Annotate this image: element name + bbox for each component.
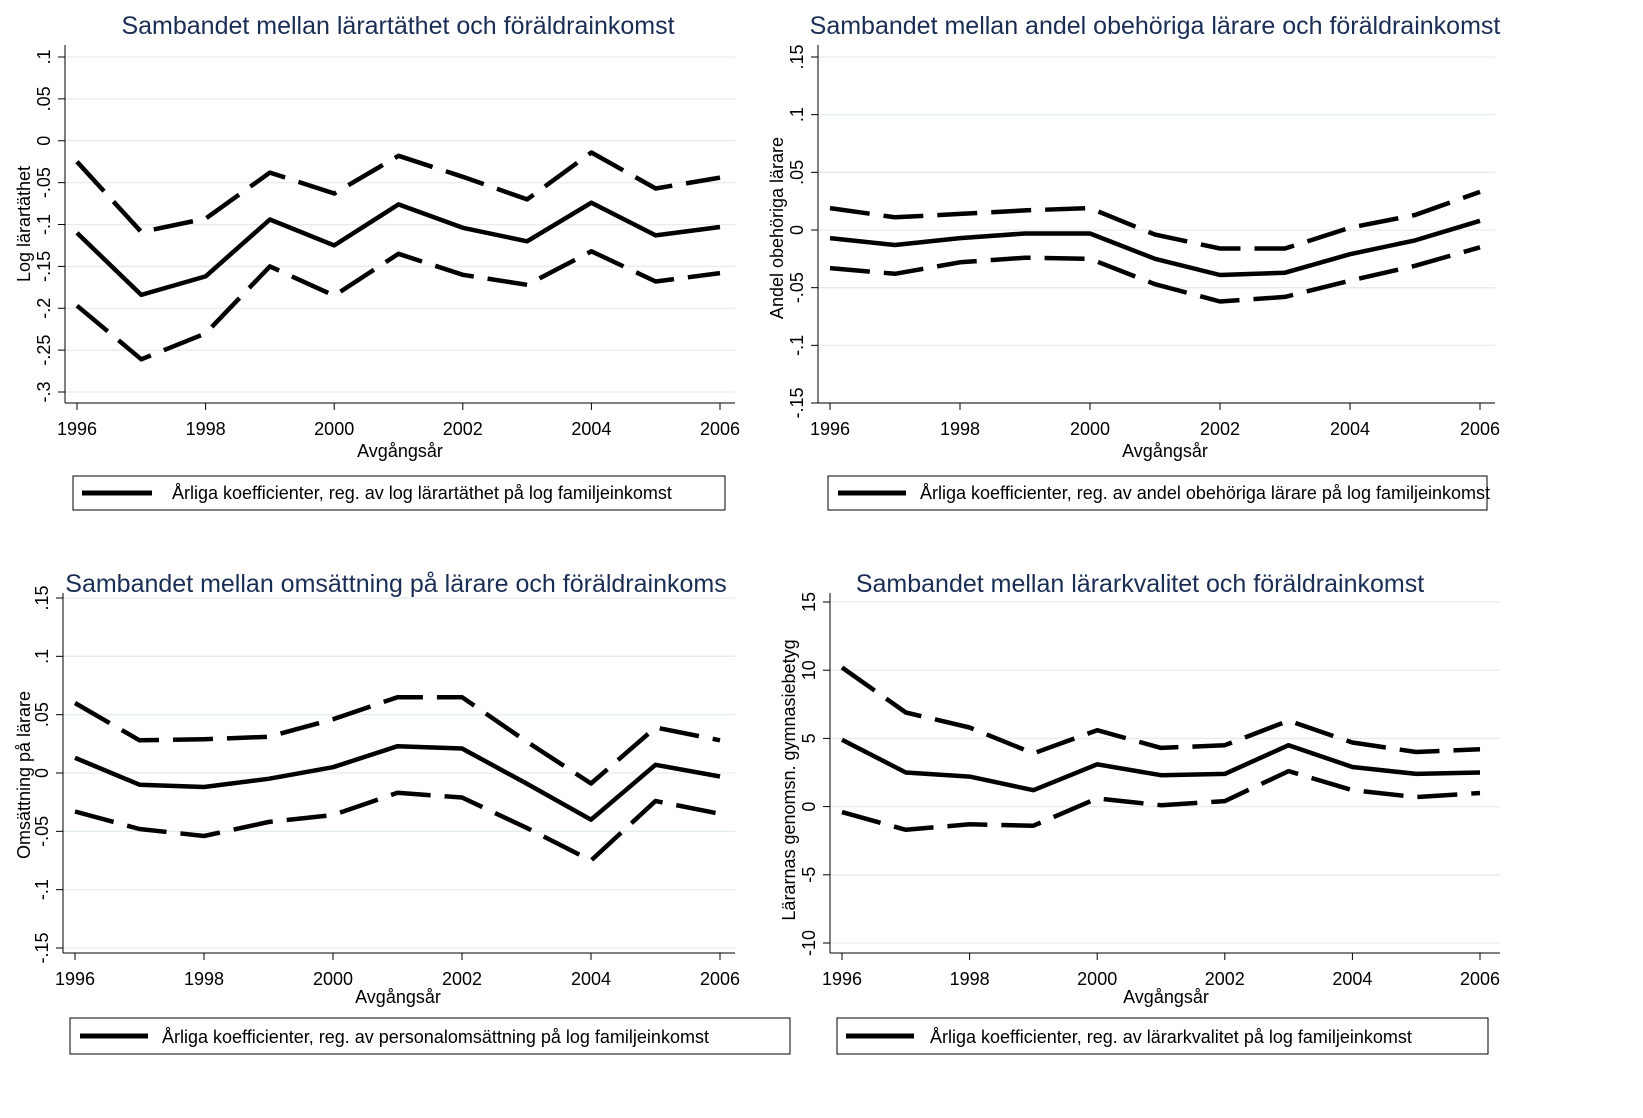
- upper-ci-line: [842, 668, 1480, 754]
- coefficient-line: [830, 221, 1480, 275]
- y-tick-label: .15: [787, 44, 807, 70]
- y-tick-label: -.05: [787, 272, 807, 304]
- y-tick-label: -.15: [32, 932, 52, 964]
- x-tick-label: 1996: [821, 969, 863, 989]
- x-tick-label: 2006: [1459, 419, 1501, 439]
- legend-label: Årliga koefficienter, reg. av andel obehöriga lärare på log familjeinkomst: [920, 483, 1490, 503]
- y-tick-label: -.2: [34, 297, 54, 319]
- legend-label: Årliga koefficienter, reg. av log lärartäthet på log familjeinkomst: [172, 483, 672, 503]
- chart-title: Sambandet mellan andel obehöriga lärare och föräldrainkomst: [809, 12, 1501, 40]
- y-tick-label: -.3: [34, 381, 54, 403]
- y-ticks: [32, 585, 63, 963]
- x-tick-label: 2002: [441, 969, 483, 989]
- chart-title: Sambandet mellan omsättning på lärare och föräldrainkoms: [65, 570, 727, 598]
- legend: [73, 476, 725, 510]
- chart-svg: [767, 0, 1643, 560]
- y-ticks: [34, 49, 65, 402]
- legend: [70, 1018, 790, 1054]
- x-tick-label: 1998: [185, 419, 226, 439]
- x-ticks: [810, 403, 1500, 439]
- grid: [818, 57, 1495, 403]
- y-tick-label: .1: [32, 648, 52, 664]
- x-tick-label: 2000: [1069, 419, 1111, 439]
- lower-ci-line: [830, 247, 1480, 301]
- y-tick-label: 0: [787, 224, 807, 236]
- y-tick-label: 10: [799, 660, 819, 681]
- x-axis-label: Avgångsår: [357, 441, 443, 461]
- x-tick-label: 1996: [809, 419, 851, 439]
- y-tick-label: -.1: [32, 879, 52, 901]
- y-tick-label: -.15: [787, 387, 807, 419]
- y-axis-label: Lärarnas genomsn. gymnasiebetyg: [779, 639, 799, 921]
- y-axis-label: Omsättning på lärare: [14, 690, 34, 860]
- chart-panel-teacher-quality: [779, 560, 1643, 1118]
- y-tick-label: -.05: [34, 167, 54, 199]
- y-tick-label: .05: [787, 159, 807, 185]
- lower-ci-line: [75, 793, 720, 861]
- x-tick-label: 2004: [1329, 419, 1371, 439]
- chart-panel-unqualified-teachers: [767, 0, 1643, 560]
- y-tick-label: 15: [799, 591, 819, 613]
- x-tick-label: 1998: [949, 969, 990, 989]
- y-tick-label: .05: [32, 702, 52, 728]
- chart-title: Sambandet mellan lärartäthet och föräldrainkomst: [121, 12, 675, 40]
- y-tick-label: -.1: [787, 334, 807, 356]
- y-axis-label: Log lärartäthet: [14, 165, 34, 283]
- y-ticks: [787, 44, 818, 418]
- x-tick-label: 1998: [939, 419, 981, 439]
- chart-svg: [0, 0, 780, 560]
- coefficient-line: [77, 203, 720, 295]
- series-lines: [77, 153, 720, 360]
- y-tick-label: -.1: [34, 213, 54, 236]
- x-tick-label: 2000: [312, 969, 354, 989]
- legend-label: Årliga koefficienter, reg. av personalomsättning på log familjeinkomst: [162, 1027, 709, 1047]
- x-ticks: [55, 953, 740, 989]
- upper-ci-line: [75, 697, 720, 783]
- legend: [828, 476, 1490, 510]
- legend: [837, 1018, 1488, 1054]
- y-tick-label: -.05: [32, 815, 52, 847]
- lower-ci-line: [842, 771, 1480, 830]
- x-axis-label: Avgångsår: [355, 987, 441, 1007]
- x-tick-label: 2006: [1459, 969, 1501, 989]
- chart-title: Sambandet mellan lärarkvalitet och föräldrainkomst: [855, 570, 1425, 598]
- series-lines: [75, 697, 720, 860]
- x-tick-label: 2002: [442, 419, 483, 439]
- y-tick-label: .1: [34, 49, 54, 65]
- x-axis-label: Avgångsår: [1122, 441, 1208, 461]
- lower-ci-line: [77, 251, 720, 359]
- y-tick-label: -.25: [34, 334, 54, 366]
- y-axis-label: Andel obehöriga lärare: [767, 136, 787, 320]
- x-tick-label: 2002: [1199, 419, 1241, 439]
- y-ticks: [799, 592, 830, 956]
- y-tick-label: 5: [799, 733, 819, 744]
- x-tick-label: 1996: [54, 969, 96, 989]
- y-tick-label: .05: [34, 86, 54, 112]
- y-tick-label: .15: [32, 585, 52, 611]
- chart-panel-teacher-turnover: [0, 560, 790, 1118]
- chart-svg: [0, 560, 790, 1118]
- series-lines: [830, 192, 1480, 302]
- chart-svg: [779, 560, 1643, 1118]
- chart-panel-teacher-density: [0, 0, 780, 560]
- x-ticks: [822, 953, 1500, 989]
- grid: [63, 598, 735, 948]
- x-tick-label: 2000: [314, 419, 355, 439]
- x-tick-label: 1998: [183, 969, 225, 989]
- y-tick-label: 0: [34, 135, 54, 146]
- x-axis-label: Avgångsår: [1123, 987, 1209, 1007]
- y-tick-label: -5: [799, 866, 819, 883]
- x-ticks: [57, 403, 740, 439]
- y-tick-label: -.15: [34, 250, 54, 282]
- x-tick-label: 2004: [1332, 969, 1373, 989]
- y-tick-label: .1: [787, 107, 807, 123]
- x-tick-label: 2006: [699, 419, 741, 439]
- y-tick-label: -10: [799, 929, 819, 957]
- x-tick-label: 2006: [699, 969, 741, 989]
- x-tick-label: 2004: [571, 419, 612, 439]
- x-tick-label: 1996: [56, 419, 98, 439]
- x-tick-label: 2004: [570, 969, 612, 989]
- legend-label: Årliga koefficienter, reg. av lärarkvalitet på log familjeinkomst: [930, 1027, 1412, 1047]
- y-tick-label: 0: [799, 801, 819, 812]
- y-tick-label: 0: [32, 767, 52, 779]
- series-lines: [842, 668, 1480, 830]
- x-tick-label: 2002: [1204, 969, 1245, 989]
- x-tick-label: 2000: [1077, 969, 1118, 989]
